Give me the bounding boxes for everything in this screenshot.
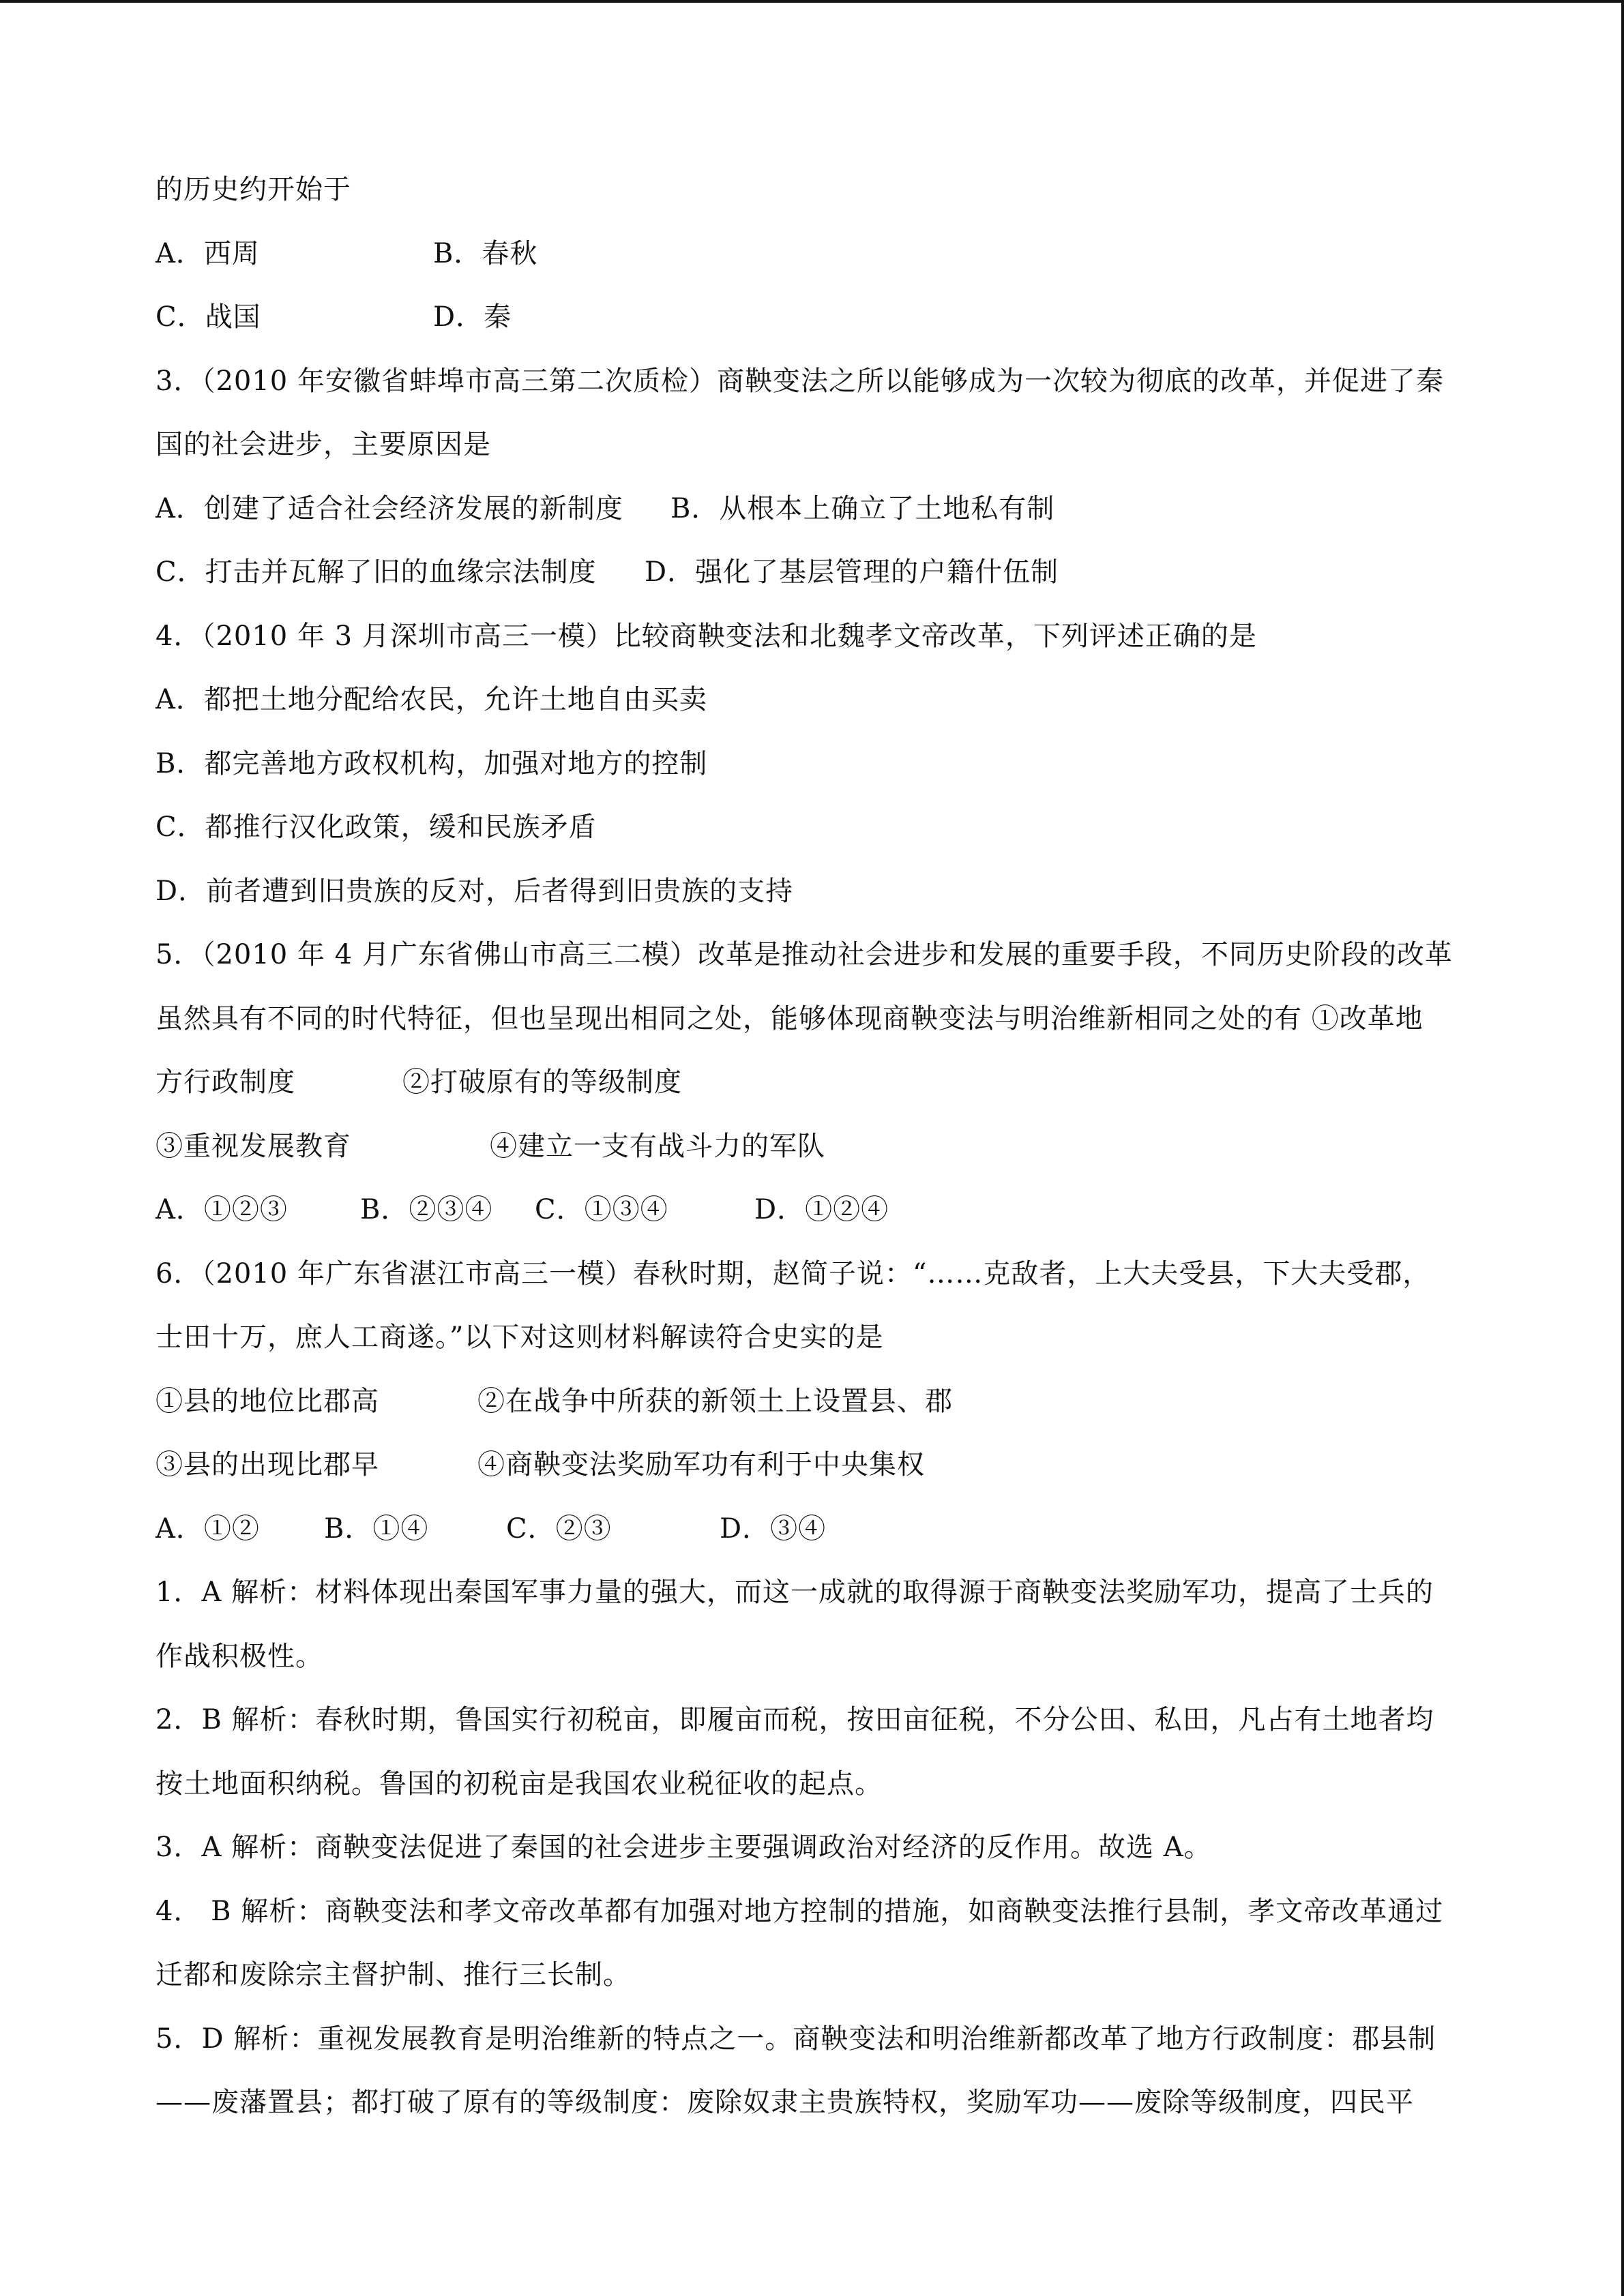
statement: ②在战争中所获的新领土上设置县、郡 bbox=[477, 1385, 953, 1417]
option-b: B．①④ bbox=[324, 1512, 429, 1545]
page-border-top bbox=[0, 0, 1624, 3]
statement: 方行政制度 bbox=[156, 1067, 295, 1098]
options-row bbox=[156, 1497, 1472, 1562]
option-a: A．西周 bbox=[156, 237, 260, 269]
answer-2: 2．B 解析：春秋时期，鲁国实行初税亩，即履亩而税，按田亩征税，不分公田、私田，凡占有土地者均 bbox=[156, 1704, 1434, 1735]
option-c: C．②③ bbox=[506, 1512, 612, 1545]
option-a: A．创建了适合社会经济发展的新制度 bbox=[156, 492, 623, 524]
statements-row bbox=[156, 1115, 1472, 1179]
text-line: 按土地面积纳税。鲁国的初税亩是我国农业税征收的起点。 bbox=[156, 1768, 883, 1800]
text-line: 士田十万，庶人工商遂。”以下对这则材料解读符合史实的是 bbox=[156, 1322, 884, 1353]
option-d: D．强化了基层管理的户籍什伍制 bbox=[645, 556, 1059, 588]
question-5: 5．（2010 年 4 月广东省佛山市高三二模）改革是推动社会进步和发展的重要手段，不同历史阶段的改革 bbox=[156, 939, 1453, 970]
option-d: D．秦 bbox=[433, 301, 512, 333]
statements-row bbox=[156, 1370, 1472, 1434]
question-4: 4．（2010 年 3 月深圳市高三一模）比较商鞅变法和北魏孝文帝改革，下列评述正确的是 bbox=[156, 620, 1257, 652]
option-c: C．①③④ bbox=[535, 1194, 668, 1225]
answer-3: 3．A 解析：商鞅变法促进了秦国的社会进步主要强调政治对经济的反作用。故选 A。 bbox=[156, 1832, 1212, 1863]
option-d: D．③④ bbox=[720, 1512, 827, 1545]
text-line: 虽然具有不同的时代特征，但也呈现出相同之处，能够体现商鞅变法与明治维新相同之处的有 ①改革地 bbox=[156, 1002, 1423, 1034]
question-6: 6．（2010 年广东省湛江市高三一模）春秋时期，赵简子说：“……克敌者，上大夫受县，下大夫受郡， bbox=[156, 1257, 1431, 1289]
option-b: B．都完善地方政权机构，加强对地方的控制 bbox=[156, 747, 708, 779]
option-b: B．春秋 bbox=[433, 237, 538, 269]
statements-row bbox=[156, 1433, 1472, 1497]
statement: ③县的出现比郡早 bbox=[156, 1449, 379, 1480]
option-a: A．①②③ bbox=[156, 1194, 288, 1225]
options-row bbox=[156, 541, 1472, 605]
option-d: D．①②④ bbox=[754, 1194, 889, 1225]
option-c: C．战国 bbox=[156, 301, 261, 333]
statement: ③重视发展教育 bbox=[156, 1130, 351, 1162]
text-line: 国的社会进步，主要原因是 bbox=[156, 429, 491, 460]
option-d: D．前者遭到旧贵族的反对，后者得到旧贵族的支持 bbox=[156, 875, 794, 907]
answer-5: 5．D 解析：重视发展教育是明治维新的特点之一。商鞅变法和明治维新都改革了地方行政制度：郡县制 bbox=[156, 2023, 1436, 2055]
option-c: C．都推行汉化政策，缓和民族矛盾 bbox=[156, 811, 597, 843]
page-border-right bbox=[1621, 0, 1624, 2296]
option-a: A．都把土地分配给农民，允许土地自由买卖 bbox=[156, 684, 707, 715]
text-line: ——废藩置县；都打破了原有的等级制度：废除奴隶主贵族特权，奖励军功——废除等级制度，四民平 bbox=[156, 2087, 1414, 2118]
text-line: 作战积极性。 bbox=[156, 1640, 323, 1672]
text-line: 的历史约开始于 bbox=[156, 174, 351, 205]
options-row bbox=[156, 1178, 1472, 1242]
answer-1: 1．A 解析：材料体现出秦国军事力量的强大，而这一成就的取得源于商鞅变法奖励军功，提高了士兵的 bbox=[156, 1577, 1434, 1608]
statements-row bbox=[156, 1051, 1472, 1115]
statement: ④商鞅变法奖励军功有利于中央集权 bbox=[477, 1449, 925, 1480]
options-row bbox=[156, 222, 1472, 286]
option-b: B．从根本上确立了土地私有制 bbox=[670, 492, 1055, 524]
statement: ①县的地位比郡高 bbox=[156, 1385, 379, 1417]
document-page bbox=[156, 158, 1472, 2135]
option-a: A．①② bbox=[156, 1512, 260, 1545]
options-row bbox=[156, 477, 1472, 541]
option-b: B．②③④ bbox=[360, 1194, 493, 1225]
question-3: 3．（2010 年安徽省蚌埠市高三第二次质检）商鞅变法之所以能够成为一次较为彻底的改革，并促进了秦 bbox=[156, 365, 1444, 397]
statement: ②打破原有的等级制度 bbox=[402, 1067, 682, 1098]
answer-4: 4． B 解析：商鞅变法和孝文帝改革都有加强对地方控制的措施，如商鞅变法推行县制，孝文帝改革通过 bbox=[156, 1895, 1444, 1927]
options-row bbox=[156, 286, 1472, 350]
text-line: 迁都和废除宗主督护制、推行三长制。 bbox=[156, 1959, 631, 1991]
statement: ④建立一支有战斗力的军队 bbox=[490, 1130, 825, 1162]
option-c: C．打击并瓦解了旧的血缘宗法制度 bbox=[156, 556, 597, 588]
